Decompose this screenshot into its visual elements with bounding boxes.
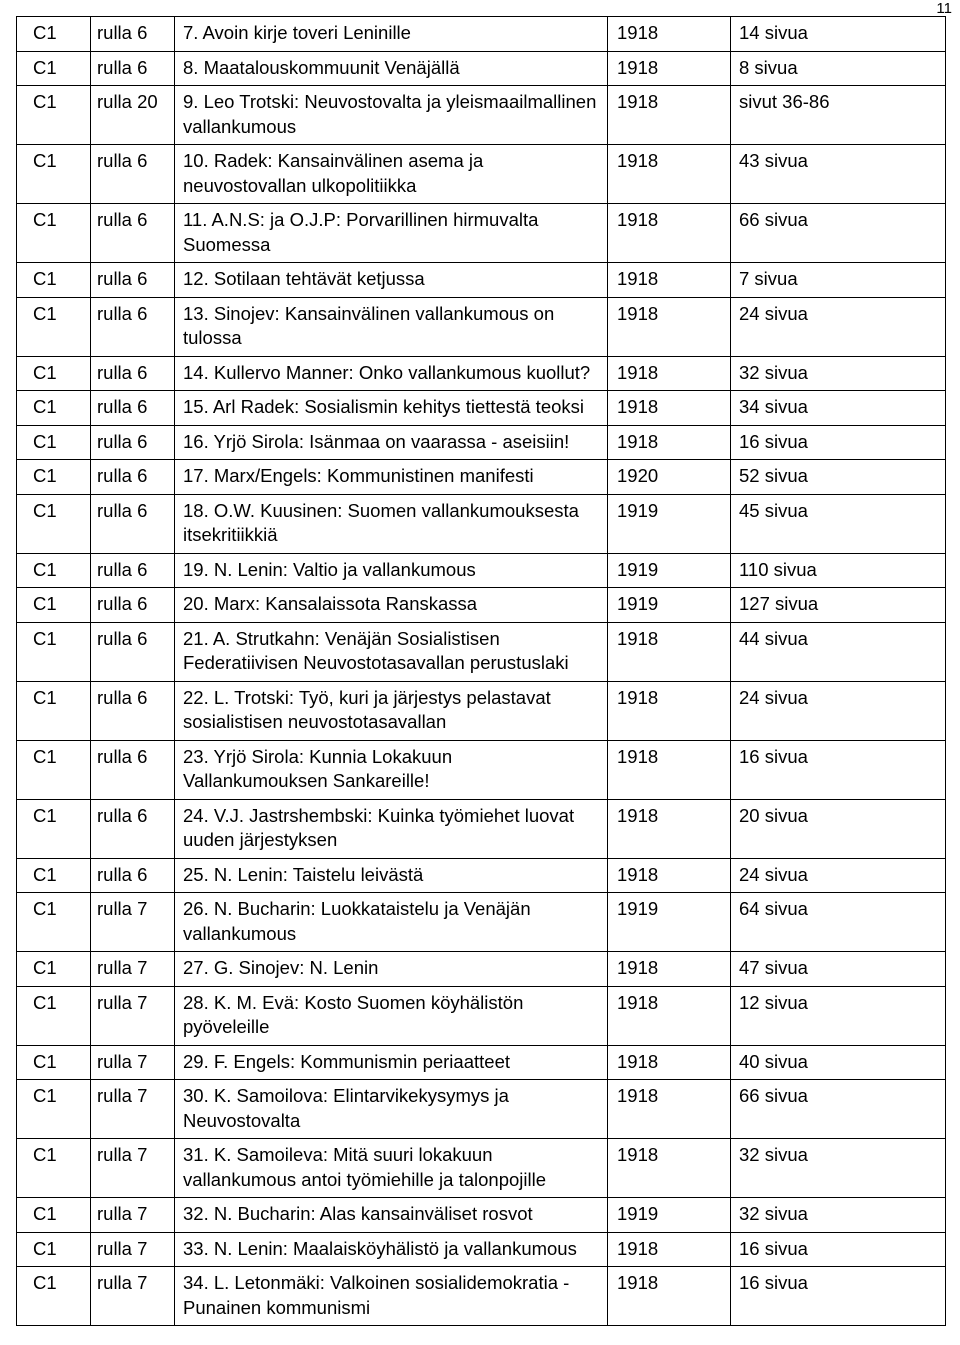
table-row (17, 17, 946, 52)
year-cell: 1919 (608, 588, 731, 623)
pages-cell: 44 sivua (731, 622, 946, 681)
title-cell: 18. O.W. Kuusinen: Suomen vallankumouksesta itsekritiikkiä (175, 494, 608, 553)
pages-cell: 127 sivua (731, 588, 946, 623)
table-row (17, 356, 946, 391)
pages-cell: 24 sivua (731, 858, 946, 893)
roll-cell: rulla 6 (91, 553, 175, 588)
year-cell: 1918 (608, 1232, 731, 1267)
collection-cell: C1 (17, 1080, 91, 1139)
title-cell: 16. Yrjö Sirola: Isänmaa on vaarassa - aseisiin! (175, 425, 608, 460)
roll-cell: rulla 7 (91, 1080, 175, 1139)
title-cell: 25. N. Lenin: Taistelu leivästä (175, 858, 608, 893)
year-cell: 1918 (608, 740, 731, 799)
table-row (17, 799, 946, 858)
year-cell: 1919 (608, 553, 731, 588)
pages-cell: 8 sivua (731, 51, 946, 86)
table-row (17, 391, 946, 426)
table-row (17, 740, 946, 799)
pages-cell: 43 sivua (731, 145, 946, 204)
title-cell: 28. K. M. Evä: Kosto Suomen köyhälistön pyöveleille (175, 986, 608, 1045)
roll-cell: rulla 7 (91, 986, 175, 1045)
collection-cell: C1 (17, 588, 91, 623)
pages-cell: 12 sivua (731, 986, 946, 1045)
pages-cell: 24 sivua (731, 681, 946, 740)
year-cell: 1918 (608, 1045, 731, 1080)
roll-cell: rulla 6 (91, 425, 175, 460)
title-cell: 24. V.J. Jastrshembski: Kuinka työmiehet luovat uuden järjestyksen (175, 799, 608, 858)
pages-cell: 20 sivua (731, 799, 946, 858)
table-row (17, 1080, 946, 1139)
pages-cell: 16 sivua (731, 1267, 946, 1326)
collection-cell: C1 (17, 858, 91, 893)
pages-cell: 40 sivua (731, 1045, 946, 1080)
title-cell: 26. N. Bucharin: Luokkataistelu ja Venäjän vallankumous (175, 893, 608, 952)
table-row (17, 986, 946, 1045)
title-cell: 27. G. Sinojev: N. Lenin (175, 952, 608, 987)
collection-cell: C1 (17, 51, 91, 86)
year-cell: 1918 (608, 145, 731, 204)
title-cell: 12. Sotilaan tehtävät ketjussa (175, 263, 608, 298)
title-cell: 10. Radek: Kansainvälinen asema ja neuvostovallan ulkopolitiikka (175, 145, 608, 204)
title-cell: 31. K. Samoileva: Mitä suuri lokakuun vallankumous antoi työmiehille ja talonpojille (175, 1139, 608, 1198)
pages-cell: 47 sivua (731, 952, 946, 987)
title-cell: 15. Arl Radek: Sosialismin kehitys tiettestä teoksi (175, 391, 608, 426)
roll-cell: rulla 7 (91, 952, 175, 987)
title-cell: 14. Kullervo Manner: Onko vallankumous kuollut? (175, 356, 608, 391)
roll-cell: rulla 6 (91, 622, 175, 681)
roll-cell: rulla 6 (91, 51, 175, 86)
table-row (17, 1045, 946, 1080)
table-row (17, 1198, 946, 1233)
pages-cell: 64 sivua (731, 893, 946, 952)
year-cell: 1918 (608, 1267, 731, 1326)
title-cell: 17. Marx/Engels: Kommunistinen manifesti (175, 460, 608, 495)
pages-cell: 66 sivua (731, 1080, 946, 1139)
roll-cell: rulla 6 (91, 391, 175, 426)
roll-cell: rulla 6 (91, 17, 175, 52)
title-cell: 13. Sinojev: Kansainvälinen vallankumous on tulossa (175, 297, 608, 356)
roll-cell: rulla 7 (91, 1232, 175, 1267)
year-cell: 1918 (608, 681, 731, 740)
table-row (17, 553, 946, 588)
table-row (17, 681, 946, 740)
collection-cell: C1 (17, 1267, 91, 1326)
pages-cell: 110 sivua (731, 553, 946, 588)
roll-cell: rulla 7 (91, 1139, 175, 1198)
roll-cell: rulla 6 (91, 460, 175, 495)
title-cell: 11. A.N.S: ja O.J.P: Porvarillinen hirmuvalta Suomessa (175, 204, 608, 263)
collection-cell: C1 (17, 86, 91, 145)
roll-cell: rulla 7 (91, 1267, 175, 1326)
title-cell: 21. A. Strutkahn: Venäjän Sosialistisen Federatiivisen Neuvostotasavallan perustuslaki (175, 622, 608, 681)
collection-cell: C1 (17, 1139, 91, 1198)
table-row (17, 145, 946, 204)
table-row (17, 858, 946, 893)
collection-cell: C1 (17, 553, 91, 588)
year-cell: 1918 (608, 622, 731, 681)
collection-cell: C1 (17, 263, 91, 298)
catalog-table-body (17, 17, 946, 1326)
year-cell: 1918 (608, 1139, 731, 1198)
title-cell: 22. L. Trotski: Työ, kuri ja järjestys pelastavat sosialistisen neuvostotasavallan (175, 681, 608, 740)
roll-cell: rulla 7 (91, 893, 175, 952)
pages-cell: 24 sivua (731, 297, 946, 356)
collection-cell: C1 (17, 460, 91, 495)
title-cell: 20. Marx: Kansalaissota Ranskassa (175, 588, 608, 623)
collection-cell: C1 (17, 1045, 91, 1080)
collection-cell: C1 (17, 1198, 91, 1233)
roll-cell: rulla 6 (91, 799, 175, 858)
year-cell: 1920 (608, 460, 731, 495)
title-cell: 19. N. Lenin: Valtio ja vallankumous (175, 553, 608, 588)
table-row (17, 1139, 946, 1198)
title-cell: 29. F. Engels: Kommunismin periaatteet (175, 1045, 608, 1080)
collection-cell: C1 (17, 356, 91, 391)
collection-cell: C1 (17, 204, 91, 263)
year-cell: 1918 (608, 263, 731, 298)
table-row (17, 1267, 946, 1326)
collection-cell: C1 (17, 681, 91, 740)
year-cell: 1918 (608, 425, 731, 460)
collection-cell: C1 (17, 425, 91, 460)
title-cell: 8. Maatalouskommuunit Venäjällä (175, 51, 608, 86)
table-row (17, 86, 946, 145)
year-cell: 1919 (608, 494, 731, 553)
year-cell: 1918 (608, 799, 731, 858)
table-row (17, 622, 946, 681)
pages-cell: 16 sivua (731, 1232, 946, 1267)
collection-cell: C1 (17, 494, 91, 553)
table-row (17, 204, 946, 263)
year-cell: 1918 (608, 986, 731, 1045)
collection-cell: C1 (17, 297, 91, 356)
title-cell: 23. Yrjö Sirola: Kunnia Lokakuun Vallankumouksen Sankareille! (175, 740, 608, 799)
year-cell: 1919 (608, 893, 731, 952)
year-cell: 1918 (608, 204, 731, 263)
roll-cell: rulla 6 (91, 145, 175, 204)
collection-cell: C1 (17, 391, 91, 426)
roll-cell: rulla 6 (91, 740, 175, 799)
roll-cell: rulla 6 (91, 297, 175, 356)
collection-cell: C1 (17, 1232, 91, 1267)
title-cell: 33. N. Lenin: Maalaisköyhälistö ja vallankumous (175, 1232, 608, 1267)
collection-cell: C1 (17, 799, 91, 858)
year-cell: 1918 (608, 1080, 731, 1139)
pages-cell: 66 sivua (731, 204, 946, 263)
roll-cell: rulla 20 (91, 86, 175, 145)
roll-cell: rulla 6 (91, 681, 175, 740)
roll-cell: rulla 7 (91, 1045, 175, 1080)
year-cell: 1918 (608, 297, 731, 356)
catalog-table (16, 16, 946, 1326)
collection-cell: C1 (17, 17, 91, 52)
pages-cell: 16 sivua (731, 740, 946, 799)
title-cell: 7. Avoin kirje toveri Leninille (175, 17, 608, 52)
year-cell: 1918 (608, 51, 731, 86)
table-row (17, 1232, 946, 1267)
pages-cell: 32 sivua (731, 1198, 946, 1233)
collection-cell: C1 (17, 145, 91, 204)
pages-cell: 32 sivua (731, 356, 946, 391)
pages-cell: 14 sivua (731, 17, 946, 52)
pages-cell: 7 sivua (731, 263, 946, 298)
year-cell: 1918 (608, 952, 731, 987)
year-cell: 1918 (608, 356, 731, 391)
collection-cell: C1 (17, 622, 91, 681)
table-row (17, 494, 946, 553)
roll-cell: rulla 6 (91, 204, 175, 263)
table-row (17, 952, 946, 987)
year-cell: 1919 (608, 1198, 731, 1233)
roll-cell: rulla 6 (91, 588, 175, 623)
pages-cell: 45 sivua (731, 494, 946, 553)
table-row (17, 588, 946, 623)
title-cell: 34. L. Letonmäki: Valkoinen sosialidemokratia - Punainen kommunismi (175, 1267, 608, 1326)
page-number: 11 (936, 0, 952, 17)
table-row (17, 425, 946, 460)
roll-cell: rulla 6 (91, 858, 175, 893)
pages-cell: sivut 36-86 (731, 86, 946, 145)
year-cell: 1918 (608, 858, 731, 893)
pages-cell: 32 sivua (731, 1139, 946, 1198)
collection-cell: C1 (17, 952, 91, 987)
table-row (17, 297, 946, 356)
year-cell: 1918 (608, 86, 731, 145)
year-cell: 1918 (608, 391, 731, 426)
table-row (17, 51, 946, 86)
table-row (17, 893, 946, 952)
roll-cell: rulla 6 (91, 356, 175, 391)
year-cell: 1918 (608, 17, 731, 52)
title-cell: 30. K. Samoilova: Elintarvikekysymys ja Neuvostovalta (175, 1080, 608, 1139)
collection-cell: C1 (17, 986, 91, 1045)
title-cell: 9. Leo Trotski: Neuvostovalta ja yleismaailmallinen vallankumous (175, 86, 608, 145)
pages-cell: 52 sivua (731, 460, 946, 495)
roll-cell: rulla 6 (91, 263, 175, 298)
pages-cell: 16 sivua (731, 425, 946, 460)
table-row (17, 263, 946, 298)
title-cell: 32. N. Bucharin: Alas kansainväliset rosvot (175, 1198, 608, 1233)
table-row (17, 460, 946, 495)
collection-cell: C1 (17, 740, 91, 799)
collection-cell: C1 (17, 893, 91, 952)
roll-cell: rulla 6 (91, 494, 175, 553)
pages-cell: 34 sivua (731, 391, 946, 426)
roll-cell: rulla 7 (91, 1198, 175, 1233)
